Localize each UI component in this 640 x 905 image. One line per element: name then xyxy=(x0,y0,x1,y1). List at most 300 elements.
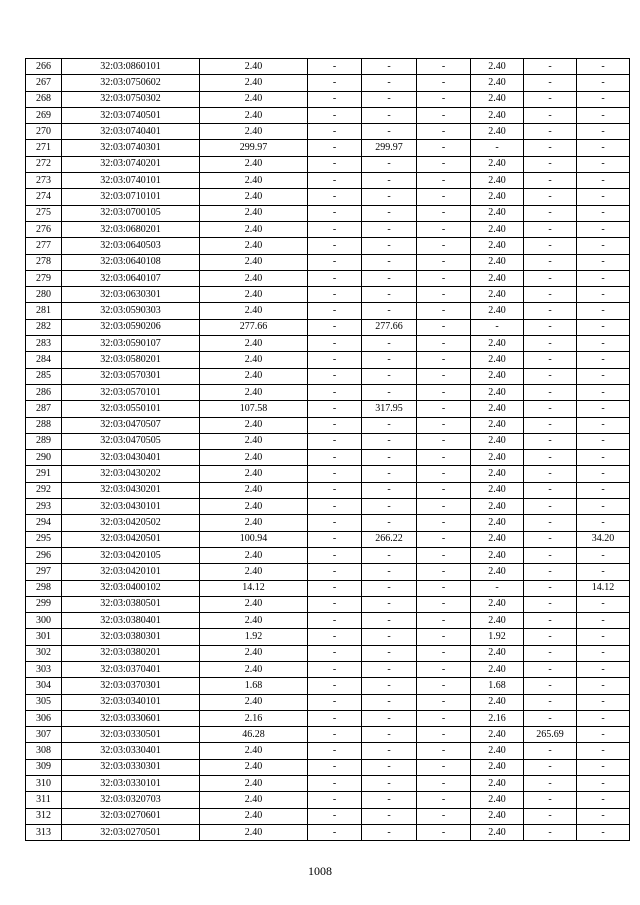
table-cell: 32:03:0420502 xyxy=(62,515,200,531)
table-cell: 2.40 xyxy=(471,596,524,612)
table-cell: 2.40 xyxy=(200,336,308,352)
table-cell: 32:03:0630301 xyxy=(62,287,200,303)
table-cell: - xyxy=(308,221,362,237)
table-cell: 2.40 xyxy=(200,596,308,612)
table-cell: - xyxy=(417,776,471,792)
table-cell: 308 xyxy=(26,743,62,759)
table-cell: - xyxy=(417,173,471,189)
table-cell: 275 xyxy=(26,205,62,221)
table-cell: 2.40 xyxy=(471,450,524,466)
table-cell: - xyxy=(362,417,417,433)
table-cell: - xyxy=(417,254,471,270)
table-cell: 296 xyxy=(26,547,62,563)
table-row xyxy=(26,580,630,596)
table-cell: - xyxy=(308,645,362,661)
table-cell: 32:03:0860101 xyxy=(62,59,200,75)
table-row xyxy=(26,336,630,352)
table-cell: 1.68 xyxy=(200,678,308,694)
table-cell: - xyxy=(524,482,577,498)
table-cell: 2.40 xyxy=(200,482,308,498)
table-cell: - xyxy=(308,499,362,515)
table-row xyxy=(26,482,630,498)
table-cell: 2.16 xyxy=(200,710,308,726)
table-cell: 2.40 xyxy=(200,808,308,824)
table-cell: 297 xyxy=(26,564,62,580)
table-cell: 2.40 xyxy=(471,254,524,270)
table-cell: - xyxy=(362,107,417,123)
table-cell: 2.40 xyxy=(471,808,524,824)
table-cell: 32:03:0330501 xyxy=(62,727,200,743)
table-cell: - xyxy=(362,743,417,759)
table-cell: - xyxy=(417,564,471,580)
table-cell: - xyxy=(577,75,630,91)
table-cell: 2.40 xyxy=(471,59,524,75)
table-cell: - xyxy=(362,596,417,612)
table-cell: - xyxy=(308,564,362,580)
table-cell: 283 xyxy=(26,336,62,352)
table-cell: - xyxy=(417,727,471,743)
table-row xyxy=(26,433,630,449)
table-cell: 277 xyxy=(26,238,62,254)
table-cell: - xyxy=(417,482,471,498)
table-cell: 2.40 xyxy=(471,401,524,417)
table-cell: - xyxy=(362,303,417,319)
table-cell: - xyxy=(577,433,630,449)
table-cell: - xyxy=(524,547,577,563)
table-cell: 2.40 xyxy=(200,499,308,515)
table-cell: - xyxy=(417,531,471,547)
table-cell: - xyxy=(362,515,417,531)
table-cell: 2.40 xyxy=(200,547,308,563)
table-cell: 270 xyxy=(26,124,62,140)
table-cell: 2.40 xyxy=(471,368,524,384)
table-body xyxy=(26,59,630,841)
table-row xyxy=(26,824,630,840)
table-cell: - xyxy=(308,140,362,156)
table-cell: - xyxy=(417,645,471,661)
table-cell: 32:03:0420101 xyxy=(62,564,200,580)
table-cell: 2.40 xyxy=(200,303,308,319)
table-cell: - xyxy=(417,303,471,319)
table-cell: - xyxy=(577,482,630,498)
table-cell: - xyxy=(524,629,577,645)
table-cell: - xyxy=(417,661,471,677)
table-cell: 2.40 xyxy=(471,531,524,547)
table-cell: 299.97 xyxy=(362,140,417,156)
table-cell: 32:03:0430202 xyxy=(62,466,200,482)
table-cell: 2.40 xyxy=(471,352,524,368)
table-cell: - xyxy=(362,645,417,661)
table-cell: - xyxy=(362,629,417,645)
table-cell: 288 xyxy=(26,417,62,433)
table-cell: 310 xyxy=(26,776,62,792)
table-cell: - xyxy=(308,580,362,596)
table-cell: 32:03:0640108 xyxy=(62,254,200,270)
table-cell: - xyxy=(577,759,630,775)
table-cell: 32:03:0680201 xyxy=(62,221,200,237)
table-cell: - xyxy=(362,59,417,75)
table-cell: 2.40 xyxy=(471,499,524,515)
table-row xyxy=(26,156,630,172)
table-cell: 2.40 xyxy=(471,156,524,172)
table-cell: 300 xyxy=(26,613,62,629)
table-cell: - xyxy=(417,336,471,352)
table-cell: - xyxy=(577,596,630,612)
table-cell: - xyxy=(308,401,362,417)
table-cell: - xyxy=(417,710,471,726)
table-cell: - xyxy=(524,450,577,466)
table-cell: - xyxy=(417,59,471,75)
table-cell: - xyxy=(308,450,362,466)
table-cell: - xyxy=(362,759,417,775)
table-cell: - xyxy=(417,156,471,172)
table-cell: 277.66 xyxy=(200,319,308,335)
table-cell: 32:03:0710101 xyxy=(62,189,200,205)
table-cell: - xyxy=(308,352,362,368)
table-cell: 303 xyxy=(26,661,62,677)
table-cell: - xyxy=(308,792,362,808)
table-cell: 2.40 xyxy=(200,91,308,107)
table-cell: 277.66 xyxy=(362,319,417,335)
table-cell: 2.40 xyxy=(200,824,308,840)
table-cell: - xyxy=(577,776,630,792)
table-cell: 311 xyxy=(26,792,62,808)
table-cell: 2.40 xyxy=(200,221,308,237)
table-cell: 2.40 xyxy=(471,661,524,677)
table-cell: - xyxy=(577,91,630,107)
table-cell: - xyxy=(524,319,577,335)
table-cell: 278 xyxy=(26,254,62,270)
table-cell: 32:03:0740501 xyxy=(62,107,200,123)
table-cell: - xyxy=(308,694,362,710)
table-cell: - xyxy=(308,776,362,792)
table-cell: - xyxy=(308,156,362,172)
table-row xyxy=(26,417,630,433)
table-cell: 281 xyxy=(26,303,62,319)
table-cell: - xyxy=(417,743,471,759)
table-cell: - xyxy=(308,515,362,531)
table-cell: - xyxy=(417,384,471,400)
table-cell: 32:03:0570301 xyxy=(62,368,200,384)
table-cell: 32:03:0330101 xyxy=(62,776,200,792)
table-cell: 2.40 xyxy=(471,645,524,661)
table-cell: 100.94 xyxy=(200,531,308,547)
table-cell: - xyxy=(308,743,362,759)
table-cell: - xyxy=(577,336,630,352)
table-cell: - xyxy=(308,466,362,482)
table-cell: 289 xyxy=(26,433,62,449)
table-cell: 32:03:0430401 xyxy=(62,450,200,466)
table-cell: 285 xyxy=(26,368,62,384)
table-cell: 2.40 xyxy=(471,287,524,303)
table-cell: - xyxy=(362,352,417,368)
table-cell: - xyxy=(417,401,471,417)
table-cell: - xyxy=(362,287,417,303)
table-cell: 2.40 xyxy=(471,759,524,775)
table-cell: 32:03:0740301 xyxy=(62,140,200,156)
table-cell: - xyxy=(524,417,577,433)
table-cell: 32:03:0750302 xyxy=(62,91,200,107)
table-cell: 291 xyxy=(26,466,62,482)
table-cell: - xyxy=(308,238,362,254)
table-row xyxy=(26,368,630,384)
table-cell: - xyxy=(524,824,577,840)
table-row xyxy=(26,710,630,726)
table-cell: - xyxy=(362,694,417,710)
table-cell: - xyxy=(308,417,362,433)
table-cell: 32:03:0740401 xyxy=(62,124,200,140)
table-row xyxy=(26,596,630,612)
table-cell: - xyxy=(362,580,417,596)
table-cell: - xyxy=(362,384,417,400)
table-cell: - xyxy=(308,287,362,303)
table-cell: - xyxy=(362,824,417,840)
table-cell: - xyxy=(417,547,471,563)
table-cell: 32:03:0590303 xyxy=(62,303,200,319)
table-row xyxy=(26,450,630,466)
table-cell: 2.40 xyxy=(471,776,524,792)
table-cell: - xyxy=(524,384,577,400)
table-cell: - xyxy=(362,776,417,792)
table-cell: - xyxy=(362,156,417,172)
table-cell: 2.40 xyxy=(471,91,524,107)
table-cell: 2.40 xyxy=(200,792,308,808)
table-cell: 299.97 xyxy=(200,140,308,156)
table-cell: - xyxy=(417,629,471,645)
table-cell: - xyxy=(417,759,471,775)
table-cell: - xyxy=(524,531,577,547)
table-cell: 32:03:0430101 xyxy=(62,499,200,515)
table-cell: 2.40 xyxy=(200,564,308,580)
table-cell: 2.40 xyxy=(471,173,524,189)
table-cell: 313 xyxy=(26,824,62,840)
table-cell: 292 xyxy=(26,482,62,498)
table-cell: - xyxy=(308,91,362,107)
table-cell: - xyxy=(362,254,417,270)
table-cell: - xyxy=(308,759,362,775)
table-cell: 2.40 xyxy=(471,433,524,449)
table-cell: 276 xyxy=(26,221,62,237)
table-cell: - xyxy=(577,368,630,384)
table-cell: 2.40 xyxy=(471,189,524,205)
table-cell: 280 xyxy=(26,287,62,303)
table-cell: 2.40 xyxy=(471,792,524,808)
table-cell: 2.40 xyxy=(471,547,524,563)
table-row xyxy=(26,645,630,661)
table-cell: 32:03:0740101 xyxy=(62,173,200,189)
table-cell: - xyxy=(362,173,417,189)
table-cell: 271 xyxy=(26,140,62,156)
table-row xyxy=(26,694,630,710)
table-cell: - xyxy=(417,678,471,694)
table-cell: 265.69 xyxy=(524,727,577,743)
table-cell: - xyxy=(524,75,577,91)
table-cell: 32:03:0270501 xyxy=(62,824,200,840)
table-cell: - xyxy=(577,564,630,580)
table-cell: 309 xyxy=(26,759,62,775)
table-cell: - xyxy=(362,124,417,140)
table-cell: - xyxy=(577,824,630,840)
table-cell: 32:03:0370301 xyxy=(62,678,200,694)
table-row xyxy=(26,613,630,629)
table-cell: 32:03:0570101 xyxy=(62,384,200,400)
table-cell: - xyxy=(577,515,630,531)
table-cell: 2.40 xyxy=(200,645,308,661)
table-cell: 32:03:0590107 xyxy=(62,336,200,352)
page-number: 1008 xyxy=(308,864,332,878)
table-cell: - xyxy=(417,792,471,808)
table-cell: - xyxy=(524,466,577,482)
table-cell: - xyxy=(577,270,630,286)
table-cell: - xyxy=(577,352,630,368)
table-cell: 2.40 xyxy=(471,75,524,91)
table-cell: - xyxy=(308,727,362,743)
table-row xyxy=(26,140,630,156)
table-cell: 32:03:0330601 xyxy=(62,710,200,726)
table-cell: - xyxy=(524,661,577,677)
table-cell: 2.40 xyxy=(200,107,308,123)
table-cell: - xyxy=(577,466,630,482)
table-cell: - xyxy=(417,270,471,286)
table-cell: - xyxy=(362,368,417,384)
table-cell: 2.40 xyxy=(471,564,524,580)
table-row xyxy=(26,629,630,645)
table-row xyxy=(26,384,630,400)
table-cell: - xyxy=(417,238,471,254)
table-row xyxy=(26,564,630,580)
table-cell: - xyxy=(362,482,417,498)
table-cell: 32:03:0330401 xyxy=(62,743,200,759)
table-cell: - xyxy=(362,792,417,808)
table-cell: - xyxy=(577,678,630,694)
table-cell: - xyxy=(362,189,417,205)
table-cell: - xyxy=(362,91,417,107)
table-cell: - xyxy=(308,368,362,384)
table-cell: 2.40 xyxy=(200,417,308,433)
table-cell: 32:03:0640503 xyxy=(62,238,200,254)
table-cell: - xyxy=(471,319,524,335)
table-cell: 2.40 xyxy=(200,59,308,75)
table-cell: - xyxy=(524,156,577,172)
table-cell: - xyxy=(308,384,362,400)
table-cell: 32:03:0420501 xyxy=(62,531,200,547)
table-cell: - xyxy=(308,189,362,205)
table-cell: - xyxy=(577,727,630,743)
table-cell: 2.40 xyxy=(471,482,524,498)
table-cell: - xyxy=(471,140,524,156)
table-cell: - xyxy=(417,140,471,156)
table-row xyxy=(26,75,630,91)
table-cell: - xyxy=(417,450,471,466)
table-cell: 32:03:0740201 xyxy=(62,156,200,172)
table-cell: - xyxy=(577,254,630,270)
table-cell: 2.40 xyxy=(200,270,308,286)
table-cell: 290 xyxy=(26,450,62,466)
table-cell: - xyxy=(308,596,362,612)
table-cell: 2.40 xyxy=(471,743,524,759)
table-row xyxy=(26,173,630,189)
table-cell: 32:03:0550101 xyxy=(62,401,200,417)
table-cell: 32:03:0420105 xyxy=(62,547,200,563)
table-row xyxy=(26,319,630,335)
table-cell: 2.40 xyxy=(200,205,308,221)
table-cell: - xyxy=(524,433,577,449)
table-cell: 32:03:0590206 xyxy=(62,319,200,335)
table-cell: - xyxy=(362,270,417,286)
table-cell: - xyxy=(362,661,417,677)
table-cell: 2.40 xyxy=(200,254,308,270)
table-cell: - xyxy=(524,91,577,107)
table-cell: 2.40 xyxy=(200,189,308,205)
table-row xyxy=(26,547,630,563)
table-cell: - xyxy=(417,824,471,840)
table-cell: - xyxy=(362,547,417,563)
table-cell: - xyxy=(524,694,577,710)
table-cell: - xyxy=(577,303,630,319)
table-cell: - xyxy=(308,661,362,677)
table-cell: - xyxy=(577,743,630,759)
table-cell: - xyxy=(308,319,362,335)
table-cell: 2.40 xyxy=(471,124,524,140)
table-cell: 32:03:0470505 xyxy=(62,433,200,449)
table-row xyxy=(26,499,630,515)
table-row xyxy=(26,792,630,808)
table-cell: 32:03:0380501 xyxy=(62,596,200,612)
table-cell: - xyxy=(308,710,362,726)
table-cell: - xyxy=(524,221,577,237)
table-cell: - xyxy=(417,75,471,91)
table-cell: 32:03:0430201 xyxy=(62,482,200,498)
table-cell: - xyxy=(524,759,577,775)
table-cell: - xyxy=(308,482,362,498)
table-cell: - xyxy=(524,254,577,270)
table-cell: 279 xyxy=(26,270,62,286)
table-cell: - xyxy=(524,140,577,156)
table-cell: 2.40 xyxy=(200,368,308,384)
table-row xyxy=(26,678,630,694)
table-cell: 32:03:0340101 xyxy=(62,694,200,710)
table-cell: - xyxy=(417,466,471,482)
table-cell: - xyxy=(308,107,362,123)
table-cell: 2.40 xyxy=(200,352,308,368)
table-cell: 1.92 xyxy=(200,629,308,645)
table-cell: - xyxy=(577,124,630,140)
table-cell: - xyxy=(524,287,577,303)
table-cell: - xyxy=(362,808,417,824)
table-cell: - xyxy=(524,59,577,75)
table-cell: 284 xyxy=(26,352,62,368)
table-cell: - xyxy=(524,401,577,417)
table-cell: 2.16 xyxy=(471,710,524,726)
table-cell: - xyxy=(471,580,524,596)
table-cell: - xyxy=(524,336,577,352)
table-cell: - xyxy=(577,287,630,303)
table-cell: 307 xyxy=(26,727,62,743)
table-cell: - xyxy=(577,238,630,254)
table-row xyxy=(26,254,630,270)
table-cell: 2.40 xyxy=(471,613,524,629)
table-cell: 301 xyxy=(26,629,62,645)
table-cell: 32:03:0700105 xyxy=(62,205,200,221)
table-cell: 2.40 xyxy=(200,124,308,140)
table-cell: - xyxy=(417,694,471,710)
table-cell: 32:03:0750602 xyxy=(62,75,200,91)
table-row xyxy=(26,727,630,743)
table-cell: - xyxy=(362,238,417,254)
table-row xyxy=(26,401,630,417)
table-cell: - xyxy=(577,694,630,710)
table-cell: - xyxy=(308,173,362,189)
